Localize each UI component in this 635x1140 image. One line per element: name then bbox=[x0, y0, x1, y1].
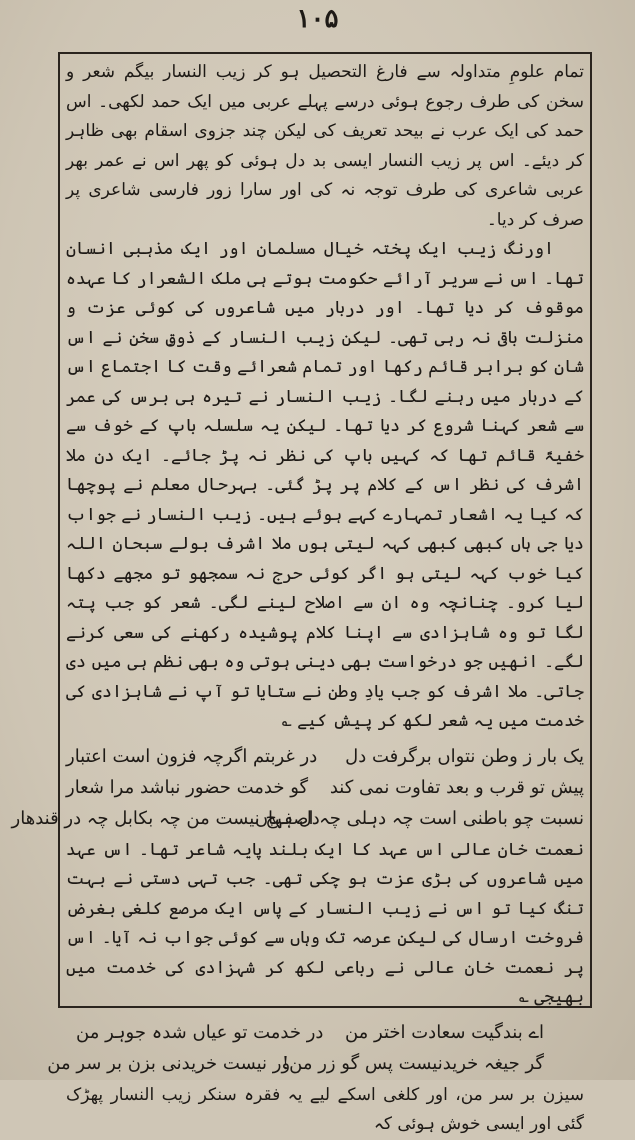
verse-hemistich-right: یک بار ز وطن نتواں برگرفت دل bbox=[345, 745, 584, 767]
paragraph-2: اورنگ زیب ایک پختہ خیال مسلمان اور ایک مذہبی انسان تھا۔ اس نے سریر آرائے حکومت ہوتے ہی ملک الشعرار کا عہدہ موقوف کر دیا تھا۔ اور دربار میں شاعروں کی کوئی عزت و منزلت باقی نہ رہی تھی۔ لیکن زیب النسار کے ذوقِ سخن نے اس شان کو برابر قائم رکھا اور تمام شعرائے وقت کا اجتماع اس کے دربار میں رہنے لگا۔ زیب النسار نے تیرہ ہی برس کی عمر سے شعر کہنا شروع کر دیا تھا۔ لیکن یہ سلسلہ باپ کے خوف سے خفیۃً قائم تھا کہ کہیں باپ کی نظر نہ پڑ جائے۔ ایک دن ملا اشرف کی نظر اس کے کلام پر پڑ گئی۔ بہرحال معلم نے پوچھا کہ کیا یہ اشعار تمہارے کہے ہوئے ہیں۔ زیب النسار نے جواب دیا جی ہاں کبھی کبھی کہہ لیتی ہوں ملا اشرف بولے سبحان اللہ کیا خوب کہہ لیتی ہو اگر کوئی حرج نہ سمجھو تو مجھے دکھا لیا کرو۔ چنانچہ وہ ان سے اصلاح لینے لگی۔ شعر کو جب پتہ لگا تو وہ شاہزادی سے اپنا کلام پوشیدہ رکھنے کی سعی کرنے لگے۔ انھیں جو درخواست بھی دینی ہوتی وہ بھی نظم ہی میں دی جاتی۔ ملا اشرف کو جب یادِ وطن نے ستایا تو آپ نے شاہزادی کی خدمت میں یہ شعر لکھ کر پیش کیے ؎ bbox=[66, 239, 584, 731]
verse-block-2 bbox=[47, 1017, 584, 1079]
verse-hemistich-left: دل ہیچ نیست من چہ بکابل چہ در قندھار bbox=[11, 807, 320, 829]
verse-hemistich-left: در غربتم اگرچہ فزون است اعتبار bbox=[66, 745, 318, 767]
final-line: سیزن بر سر من، اور کلغی اسکے لیے یہ فقرہ سنکر زیب النسار پھڑک گئی اور ایسی خوش ہوئی کہ bbox=[66, 1084, 584, 1134]
verse-couplet bbox=[66, 1017, 584, 1048]
verse-hemistich-right: نسبت چو باطنی است چہ دہلی چہ اصفہاں bbox=[254, 807, 584, 829]
verse-hemistich-right: گر جیغہ خریدنیست پس گو زر من! bbox=[281, 1052, 544, 1074]
verse-couplet bbox=[66, 741, 584, 772]
verse-couplet bbox=[11, 803, 584, 834]
verse-couplet bbox=[47, 1048, 584, 1079]
verse-hemistich-right: پیش تو قرب و بعد تفاوت نمی کند bbox=[329, 776, 584, 798]
verse-couplet bbox=[66, 772, 584, 803]
page-number: ۱۰۵ bbox=[296, 4, 339, 34]
verse-hemistich-left: ور نیست خریدنی بزن بر سر من bbox=[47, 1052, 291, 1074]
verse-hemistich-left: در خدمت تو عیاں شدہ جوہر من bbox=[76, 1021, 324, 1043]
verse-block-1 bbox=[11, 741, 584, 834]
verse-hemistich-left: گو خدمت حضور نباشد مرا شعار bbox=[66, 776, 309, 798]
page-body bbox=[11, 58, 584, 1140]
paragraph-3: نعمت خان عالی اس عہد کا ایک بلند پایہ شاعر تھا۔ اس عہد میں شاعروں کی بڑی عزت ہو چکی تھی۔ جب تہی دستی نے بہت تنگ کیا تو اس نے زیب النسار کے پاس ایک مرصع کلغی بغرض فروخت ارسال کی لیکن عرصہ تک وہاں سے کوئی جواب نہ آیا۔ اس پر نعمت خان عالی نے رباعی لکھ کر شہزادی کی خدمت میں بھیجی ؎ bbox=[66, 839, 584, 1007]
paragraph-1: تمام علومِ متداولہ سے فارغ التحصیل ہو کر زیب النسار بیگم شعر و سخن کی طرف رجوع ہوئی درسے پہلے عربی میں ایک حمد لکھی۔ اس حمد کی ایک عرب نے بیحد تعریف کی لیکن چند جزوی اسقام بھی ظاہر کر دیئے۔ اس پر زیب النسار ایسی بد دل ہوئی کو پھر اس نے عمر بھر عربی شاعری کی طرف توجہ نہ کی اور سارا زور فارسی شاعری پر صرف کر دیا۔ bbox=[66, 62, 584, 230]
verse-hemistich-right: اے بندگیت سعادت اختر من bbox=[344, 1021, 544, 1043]
